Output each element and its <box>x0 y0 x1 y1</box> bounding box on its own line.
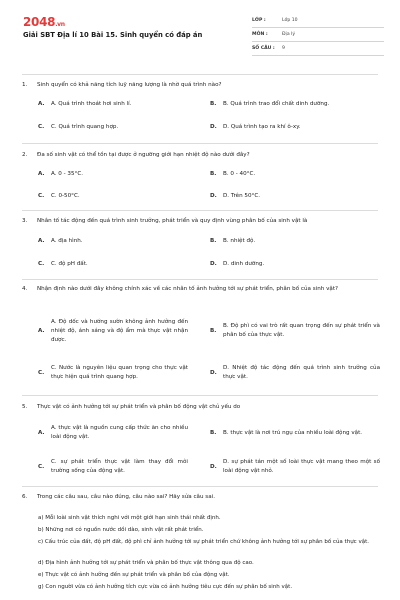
option-letter: C. <box>38 261 45 267</box>
statement-b: b) Những nơi có nguồn nước dồi dào, sinh vật rất phát triển. <box>38 527 204 533</box>
option-text: D. Nhiệt độ tác động đến quá trình sinh trưởng của thực vật. <box>223 365 380 380</box>
site-logo[interactable] <box>23 15 65 29</box>
question-5-option-b[interactable] <box>210 422 380 444</box>
question-2-option-b[interactable] <box>210 171 380 177</box>
divider <box>22 486 378 487</box>
option-letter: B. <box>210 171 217 177</box>
meta-key: LỚP : <box>252 18 266 23</box>
statement-c: c) Cấu trúc của đất, độ pH đất, độ phì chỉ ảnh hưởng tới sự phát triển chứ không ảnh hưởng tới sự phân bố của thực vật. <box>38 539 369 545</box>
option-letter: B. <box>210 101 217 107</box>
option-text: C. Nước là nguyên liệu quan trọng cho thực vật thực hiện quá trình quang hợp. <box>51 365 188 380</box>
option-letter: C. <box>38 193 45 199</box>
option-text: B. Độ phì có vai trò rất quan trọng đến sự phát triển và phân bố của thực vật. <box>223 323 380 338</box>
option-text: C. Quá trình quang hợp. <box>51 124 119 130</box>
option-text: A. 0 - 35°C. <box>51 171 84 177</box>
option-letter: C. <box>38 124 45 130</box>
question-3-option-b[interactable] <box>210 238 380 244</box>
question-4-text <box>22 285 378 294</box>
option-letter: A. <box>38 328 45 334</box>
meta-row-count <box>252 42 384 56</box>
question-5-option-a[interactable] <box>38 422 188 444</box>
option-text: D. sự phát tán một số loài thực vật mang theo một số loài động vật nhỏ. <box>223 459 380 474</box>
question-3-option-d[interactable] <box>210 261 380 267</box>
question-3-option-c[interactable] <box>38 261 188 267</box>
question-number: 3. <box>22 218 28 224</box>
meta-row-subject <box>252 28 384 42</box>
question-1-option-a[interactable] <box>38 101 188 107</box>
question-5-option-c[interactable] <box>38 456 188 478</box>
statement-d: d) Địa hình ảnh hưởng tới sự phát triển và phân bố thực vật thông qua độ cao. <box>38 560 254 566</box>
divider <box>22 143 378 144</box>
question-5-text <box>22 404 240 410</box>
question-body: Trong các câu sau, câu nào đúng, câu nào sai? Hãy sửa câu sai. <box>37 494 215 500</box>
question-1-option-c[interactable] <box>38 124 188 130</box>
question-2-option-c[interactable] <box>38 193 188 199</box>
option-text: A. địa hình. <box>51 238 83 244</box>
divider <box>22 279 378 280</box>
option-text: C. độ pH đất. <box>51 261 88 267</box>
question-2-option-a[interactable] <box>38 171 188 177</box>
divider <box>22 210 378 211</box>
question-2-option-d[interactable] <box>210 193 380 199</box>
option-letter: A. <box>38 238 45 244</box>
option-text: A. thực vật là nguồn cung cấp thức ăn cho nhiều loài động vật. <box>51 425 188 440</box>
option-text: A. Quá trình thoát hơi sinh lí. <box>51 101 132 107</box>
question-5-option-d[interactable] <box>210 456 380 478</box>
statement-g: g) Con người vừa có ảnh hưởng tích cực vừa có ảnh hưởng tiêu cực đến sự phân bố sinh vật. <box>38 584 293 590</box>
question-body: Thực vật có ảnh hưởng tới sự phát triển và phân bố động vật chủ yếu do <box>37 404 241 410</box>
option-letter: C. <box>38 464 45 470</box>
option-letter: D. <box>210 193 217 199</box>
statement-e: e) Thực vật có ảnh hưởng đến sự phát triển và phân bố của động vật. <box>38 572 230 578</box>
question-number: 1. <box>22 82 28 88</box>
option-text: D. Quá trình tạo ra khí ô-xy. <box>223 124 301 130</box>
meta-key: MÔN : <box>252 32 268 37</box>
meta-value: Địa lý <box>282 32 296 37</box>
question-number: 5. <box>22 404 28 410</box>
logo-text: 2048 <box>23 15 56 29</box>
question-6-text <box>22 494 215 500</box>
question-4-option-b[interactable] <box>210 320 380 342</box>
document-title: Giải SBT Địa lí 10 Bài 15. Sinh quyển có đáp án <box>23 31 203 39</box>
question-2-text <box>22 152 250 158</box>
question-4-option-d[interactable] <box>210 362 380 384</box>
option-text: B. nhiệt độ. <box>223 238 256 244</box>
logo-suffix: .vn <box>55 21 65 28</box>
option-letter: D. <box>210 464 217 470</box>
option-text: B. Quá trình trao đổi chất dinh dưỡng. <box>223 101 330 107</box>
option-letter: D. <box>210 124 217 130</box>
option-letter: D. <box>210 370 217 376</box>
option-text: B. thực vật là nơi trú ngụ của nhiều loài động vật. <box>223 429 363 436</box>
option-text: D. dinh dưỡng. <box>223 261 265 267</box>
option-text: B. 0 - 40°C. <box>223 171 256 177</box>
option-letter: A. <box>38 171 45 177</box>
question-4-option-a[interactable] <box>38 316 188 346</box>
option-text: A. Độ dốc và hướng sườn không ảnh hưởng đến nhiệt độ, ánh sáng và độ ẩm mà thực vật nhận được. <box>51 318 188 343</box>
option-letter: A. <box>38 101 45 107</box>
statement-a: a) Mỗi loài sinh vật thích nghi với một giới hạn sinh thái nhất định. <box>38 515 221 521</box>
question-3-text <box>22 218 307 224</box>
meta-value: 9 <box>282 46 285 51</box>
option-text: C. sự phát triển thực vật làm thay đổi môi trường sống của động vật. <box>51 459 188 474</box>
question-4-option-c[interactable] <box>38 362 188 384</box>
option-letter: B. <box>210 430 217 436</box>
meta-key: SỐ CÂU : <box>252 46 275 51</box>
option-letter: D. <box>210 261 217 267</box>
question-body: Đa số sinh vật có thể tồn tại được ở ngưỡng giới hạn nhiệt độ nào dưới đây? <box>37 152 250 158</box>
divider <box>22 395 378 396</box>
question-body: Sinh quyển có khả năng tích luỹ năng lượng là nhờ quá trình nào? <box>37 82 222 88</box>
question-3-option-a[interactable] <box>38 238 188 244</box>
question-number: 2. <box>22 152 28 158</box>
question-body: Nhận định nào dưới đây không chính xác về các nhân tố ảnh hưởng tới sự phát triển, phân bố của sinh vật? <box>37 286 338 292</box>
option-letter: C. <box>38 370 45 376</box>
meta-value: Lớp 10 <box>282 18 298 23</box>
meta-row-class <box>252 14 384 28</box>
question-1-option-b[interactable] <box>210 101 380 107</box>
question-1-text <box>22 82 221 88</box>
option-letter: B. <box>210 238 217 244</box>
question-number: 6. <box>22 494 28 500</box>
divider <box>22 74 378 75</box>
meta-table <box>252 14 384 56</box>
document-header <box>0 0 400 74</box>
question-body: Nhân tố tác động đến quá trình sinh trưởng, phát triển và quy định vùng phân bố của sinh vật là <box>37 218 308 224</box>
option-letter: A. <box>38 430 45 436</box>
question-number: 4. <box>22 286 28 292</box>
option-text: C. 0-50°C. <box>51 193 80 199</box>
question-1-option-d[interactable] <box>210 124 380 130</box>
option-text: D. Trên 50°C. <box>223 193 260 199</box>
option-letter: B. <box>210 328 217 334</box>
